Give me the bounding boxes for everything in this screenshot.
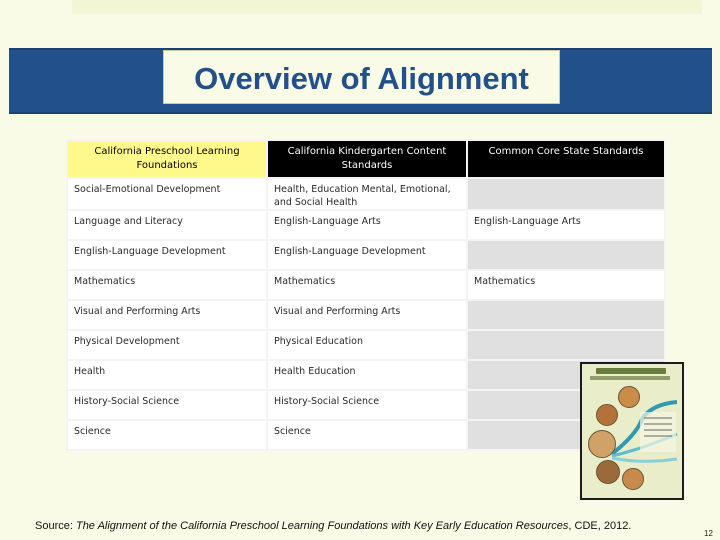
cell-preschool-foundation: Language and Literacy [67,210,267,240]
cell-preschool-foundation: Social-Emotional Development [67,178,267,210]
table-row [67,300,665,330]
cover-photo-1 [618,386,640,408]
cell-kindergarten-standard: Health Education [267,360,467,390]
cell-preschool-foundation: Visual and Performing Arts [67,300,267,330]
publication-cover-image [580,362,684,500]
table-row [67,390,665,420]
cover-photo-4 [596,460,620,484]
header-preschool-foundations: California Preschool Learning Foundations [67,140,267,178]
cell-common-core: English-Language Arts [467,210,665,240]
cover-photo-3 [588,430,616,458]
cell-common-core [467,330,665,360]
header-common-core: Common Core State Standards [467,140,665,178]
header-kindergarten-standards: California Kindergarten Content Standards [267,140,467,178]
table-row [67,240,665,270]
cell-kindergarten-standard: Mathematics [267,270,467,300]
alignment-table [66,139,666,451]
cell-preschool-foundation: English-Language Development [67,240,267,270]
cell-common-core: Mathematics [467,270,665,300]
cover-photo-5 [622,468,644,490]
table-row [67,360,665,390]
cell-kindergarten-standard: Science [267,420,467,450]
slide-title: Overview of Alignment [194,61,529,96]
table-row [67,420,665,450]
table-row [67,330,665,360]
page-number: 12 [704,529,713,538]
table-row [67,270,665,300]
table-row [67,210,665,240]
title-box [163,50,560,104]
cell-kindergarten-standard: Physical Education [267,330,467,360]
source-citation: Source: The Alignment of the California Preschool Learning Foundations with Key Early Education Resources, CDE, 2012. [35,520,632,532]
table-header-row [67,140,665,178]
cell-preschool-foundation: Physical Development [67,330,267,360]
cell-kindergarten-standard: English-Language Arts [267,210,467,240]
cover-photo-2 [596,404,618,426]
cell-kindergarten-standard: History-Social Science [267,390,467,420]
cell-kindergarten-standard: Health, Education Mental, Emotional, and Social Health [267,178,467,210]
cell-preschool-foundation: Mathematics [67,270,267,300]
cell-common-core [467,240,665,270]
cell-common-core [467,178,665,210]
table-row [67,178,665,210]
cell-common-core [467,300,665,330]
cell-preschool-foundation: Science [67,420,267,450]
top-decorative-band [72,0,702,14]
cell-kindergarten-standard: English-Language Development [267,240,467,270]
cell-preschool-foundation: History-Social Science [67,390,267,420]
cell-preschool-foundation: Health [67,360,267,390]
cell-kindergarten-standard: Visual and Performing Arts [267,300,467,330]
